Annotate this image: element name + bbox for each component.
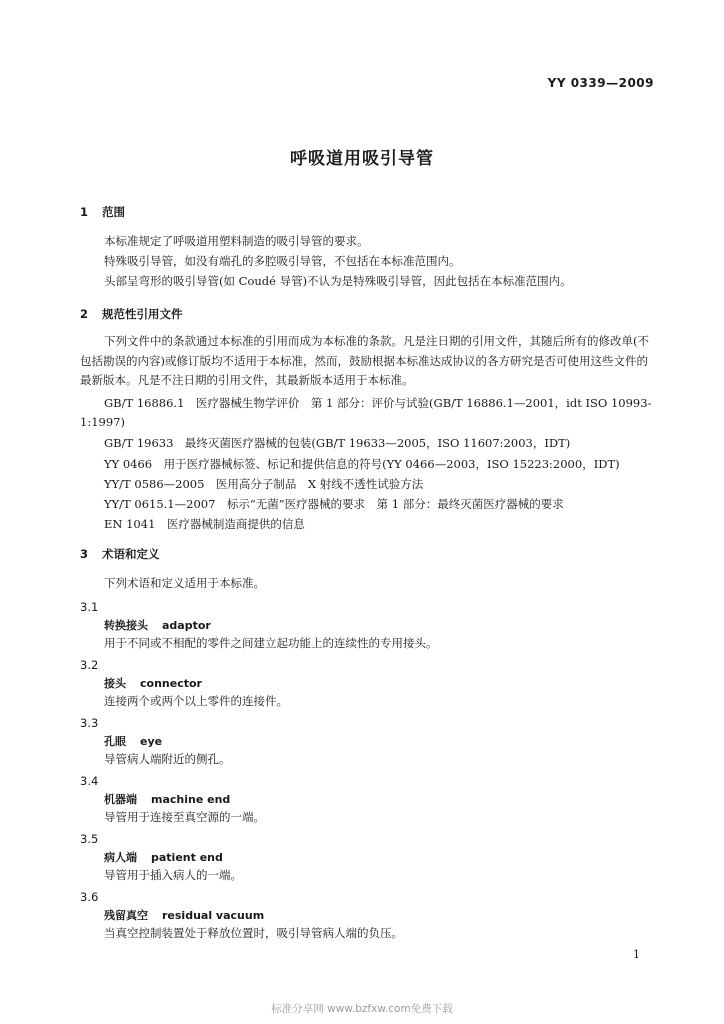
term-number: 3.4: [80, 774, 99, 788]
term-entry: [104, 617, 211, 633]
term-zh: 孔眼: [104, 735, 126, 748]
paragraph: 头部呈弯形的吸引导管(如 Coudé 导管)不认为是特殊吸引导管，因此包括在本标准范围内。: [104, 274, 572, 288]
term-entry: [104, 791, 230, 807]
section-title: 范围: [102, 205, 125, 219]
term-zh: 接头: [104, 677, 126, 690]
term-zh: 病人端: [104, 851, 137, 864]
term-en: machine end: [151, 793, 231, 806]
term-number: 3.5: [80, 832, 99, 846]
term-en: connector: [140, 677, 202, 690]
term-en: patient end: [151, 851, 223, 864]
term-entry: [104, 675, 202, 691]
section-heading-scope: [80, 204, 125, 220]
footer-watermark: 标准分享网 www.bzfxw.com免费下载: [271, 1003, 453, 1015]
term-definition: 当真空控制装置处于释放位置时，吸引导管病人端的负压。: [104, 926, 403, 940]
reference-item: YY/T 0615.1—2007 标示“无菌”医疗器械的要求 第 1 部分：最终灭菌医疗器械的要求: [104, 497, 564, 511]
term-definition: 导管病人端附近的侧孔。: [104, 752, 231, 766]
term-entry: [104, 907, 264, 923]
section-number: 1: [80, 205, 89, 219]
section-intro: 下列文件中的条款通过本标准的引用而成为本标准的条款。凡是注日期的引用文件，其随后所有的修改单(不包括勘误的内容)或修订版均不适用于本标准，然而，鼓励根据本标准达成协议的各方研究是否可使用这些文件的最新版本。凡是不注日期的引用文件，其最新版本适用于本标准。: [80, 334, 649, 387]
section-heading-terms: [80, 546, 160, 562]
term-en: eye: [140, 735, 163, 748]
term-en: residual vacuum: [162, 909, 265, 922]
standard-code: YY 0339—2009: [547, 76, 654, 90]
reference-item: GB/T 16886.1 医疗器械生物学评价 第 1 部分：评价与试验(GB/T 16886.1—2001，idt ISO 10993-1:1997): [80, 396, 652, 429]
term-definition: 导管用于连接至真空源的一端。: [104, 810, 265, 824]
document-title: 呼吸道用吸引导管: [290, 149, 434, 169]
paragraph: 特殊吸引导管，如没有端孔的多腔吸引导管，不包括在本标准范围内。: [104, 254, 461, 268]
term-zh: 转换接头: [104, 619, 148, 632]
paragraph: 本标准规定了呼吸道用塑料制造的吸引导管的要求。: [104, 234, 369, 248]
term-definition: 连接两个或两个以上零件的连接件。: [104, 694, 288, 708]
section-title: 术语和定义: [102, 547, 160, 561]
term-entry: [104, 733, 162, 749]
section-intro: 下列术语和定义适用于本标准。: [104, 576, 265, 590]
term-number: 3.6: [80, 890, 99, 904]
term-definition: 导管用于插入病人的一端。: [104, 868, 242, 882]
reference-item: YY/T 0586—2005 医用高分子制品 X 射线不透性试验方法: [104, 477, 424, 491]
section-number: 2: [80, 307, 89, 321]
reference-item: GB/T 19633 最终灭菌医疗器械的包装(GB/T 19633—2005，ISO 11607:2003，IDT): [104, 436, 571, 450]
term-zh: 机器端: [104, 793, 137, 806]
section-title: 规范性引用文件: [102, 307, 183, 321]
term-entry: [104, 849, 223, 865]
term-zh: 残留真空: [104, 909, 148, 922]
section-number: 3: [80, 547, 89, 561]
term-number: 3.1: [80, 600, 99, 614]
reference-item: EN 1041 医疗器械制造商提供的信息: [104, 517, 305, 531]
section-heading-normative-references: [80, 306, 183, 322]
reference-item: YY 0466 用于医疗器械标签、标记和提供信息的符号(YY 0466—2003，ISO 15223:2000，IDT): [104, 457, 620, 471]
term-definition: 用于不同或不相配的零件之间建立起功能上的连续性的专用接头。: [104, 636, 438, 650]
term-en: adaptor: [162, 619, 211, 632]
page-number: 1: [633, 948, 640, 961]
term-number: 3.2: [80, 658, 99, 672]
term-number: 3.3: [80, 716, 99, 730]
